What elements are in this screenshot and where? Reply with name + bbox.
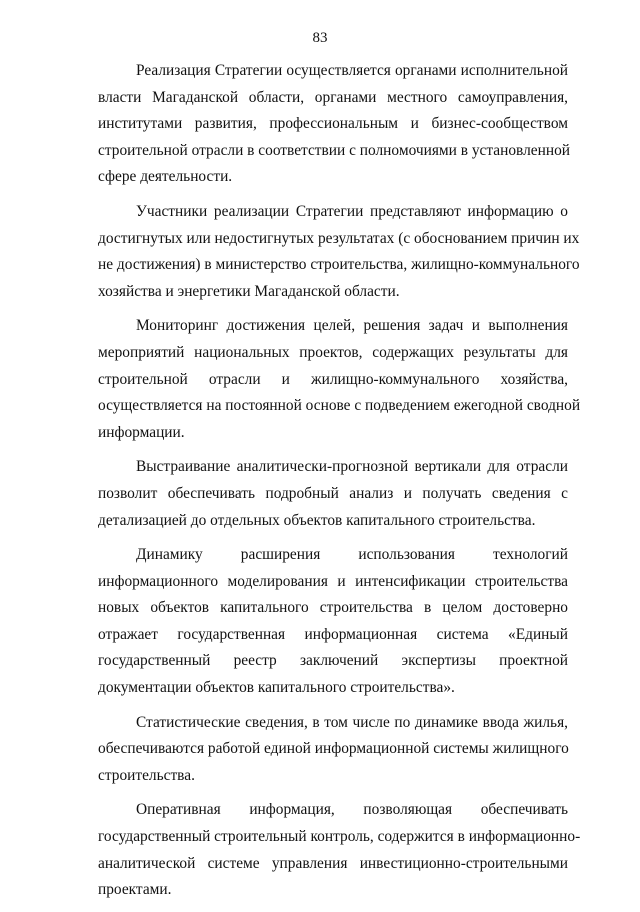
text-line: аналитической системе управления инвестиционно-строительными <box>98 854 568 872</box>
text-line: отражает государственная информационная система «Единый <box>98 625 568 643</box>
text-line: позволит обеспечивать подробный анализ и получать сведения с <box>98 484 568 502</box>
text-line: строительной отрасли и жилищно-коммунального хозяйства, <box>98 370 568 388</box>
text-line: институтами развития, профессиональным и бизнес-сообществом <box>98 115 568 133</box>
text-line: обеспечиваются работой единой информационной системы жилищного <box>98 740 569 758</box>
text-line: строительной отрасли в соответствии с полномочиями в установленной <box>98 141 571 159</box>
text-line: не достижения) в министерство строительства, жилищно-коммунального <box>98 256 580 274</box>
text-line: детализацией до отдельных объектов капитального строительства. <box>98 511 536 529</box>
text-line: строительства. <box>98 766 195 784</box>
text-line: мероприятий национальных проектов, содержащих результаты для <box>98 343 568 361</box>
text-line: новых объектов капитального строительства в целом достоверно <box>98 599 568 617</box>
text-line: достигнутых или недостигнутых результатах (с обоснованием причин их <box>98 229 580 247</box>
paragraph-monitoring <box>98 313 581 446</box>
text-line: власти Магаданской области, органами местного самоуправления, <box>98 88 568 106</box>
text-line: информационного моделирования и интенсификации строительства <box>98 572 568 590</box>
text-line: проектами. <box>98 881 172 899</box>
text-line: Оперативная информация, позволяющая обеспечивать <box>136 801 568 819</box>
text-line: государственный строительный контроль, содержится в информационно- <box>98 828 581 846</box>
text-line: Статистические сведения, в том числе по динамике ввода жилья, <box>136 713 568 731</box>
page-number: 83 <box>312 30 328 46</box>
document-body <box>98 58 581 912</box>
text-line: хозяйства и энергетики Магаданской области. <box>98 282 400 300</box>
text-line: осуществляется на постоянной основе с подведением ежегодной сводной <box>98 397 581 415</box>
paragraph-statistics <box>98 710 568 790</box>
text-line: сфере деятельности. <box>98 168 233 186</box>
paragraph-dynamics <box>98 542 568 702</box>
text-line: Участники реализации Стратегии представляют информацию о <box>136 202 568 220</box>
paragraph-implementation <box>98 58 571 191</box>
text-line: Реализация Стратегии осуществляется органами исполнительной <box>136 62 568 79</box>
text-line: Мониторинг достижения целей, решения задач и выполнения <box>136 317 568 335</box>
paragraph-participants <box>98 199 580 305</box>
paragraph-operational-info <box>98 797 581 903</box>
text-line: информации. <box>98 423 185 441</box>
text-line: государственный реестр заключений экспертизы проектной <box>98 652 568 670</box>
text-line: Динамику расширения использования технологий <box>136 546 568 564</box>
text-line: Выстраивание аналитически-прогнозной вертикали для отрасли <box>136 458 568 476</box>
paragraph-analytics <box>98 454 568 534</box>
text-line: документации объектов капитального строительства». <box>98 679 455 697</box>
